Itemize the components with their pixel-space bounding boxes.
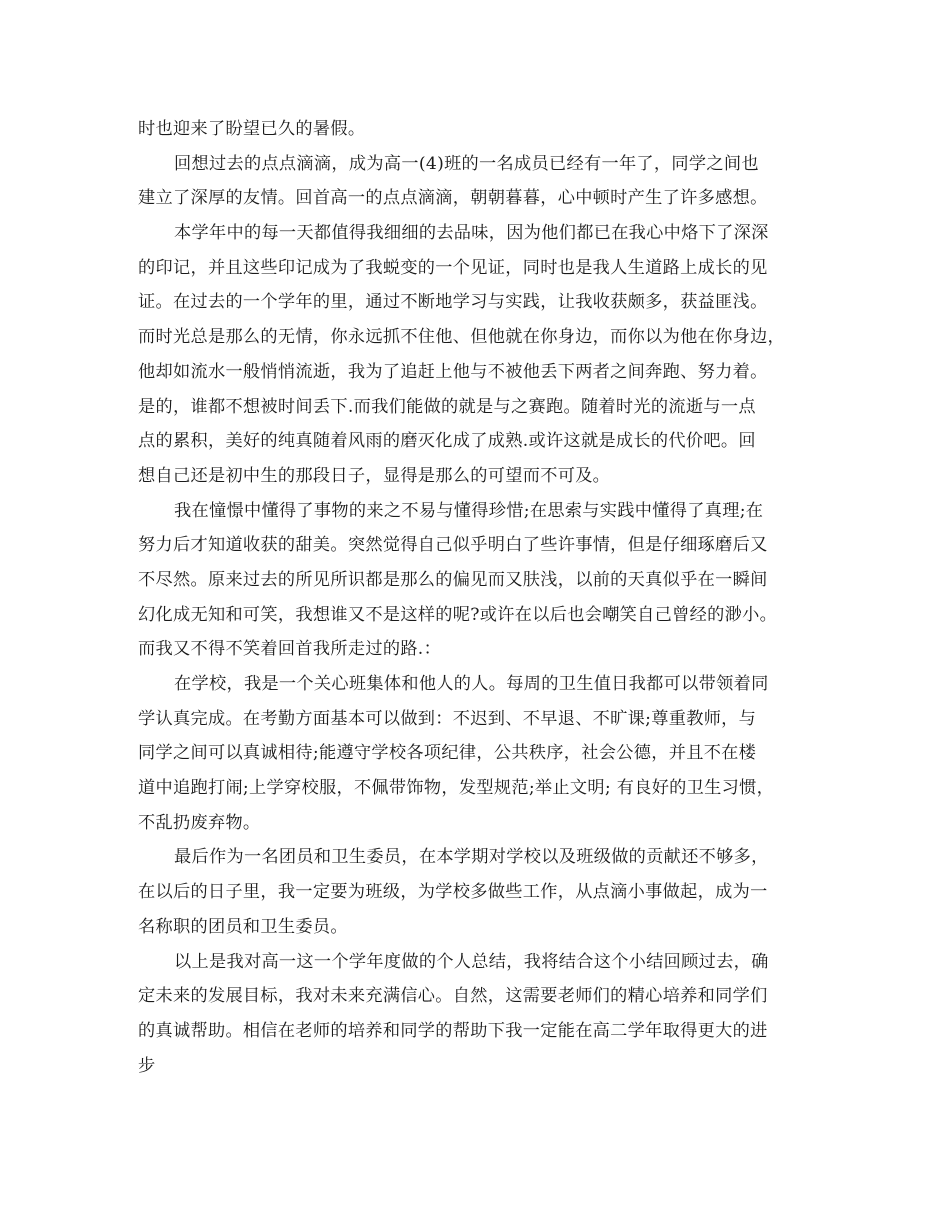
text-line: 不乱扔废弃物。 [138,812,261,833]
text-line: 定未来的发展目标，我对未来充满信心。自然，这需要老师们的精心培养和同学们 [138,986,768,1007]
text-line: 他却如流水一般悄悄流逝，我为了追赶上他与不被他丢下两者之间奔跑、努力着。 [138,361,768,382]
text-line: 而我又不得不笑着回首我所走过的路.： [138,639,442,660]
paragraph-first-line: 最后作为一名团员和卫生委员，在本学期对学校以及班级做的贡献还不够多， [174,847,769,868]
text-line: 点的累积，美好的纯真随着风雨的磨灭化成了成熟.或许这就是成长的代价吧。回 [138,431,756,452]
text-line: 在以后的日子里，我一定要为班级，为学校多做些工作，从点滴小事做起，成为一 [138,882,768,903]
text-line: 步 [138,1055,156,1076]
text-line: 道中追跑打闹;上学穿校服，不佩带饰物，发型规范;举止文明; 有良好的卫生习惯， [138,778,775,799]
text-line: 幻化成无知和可笑，我想谁又不是这样的呢?或许在以后也会嘲笑自己曾经的渺小。 [138,604,778,625]
text-line: 努力后才知道收获的甜美。突然觉得自己似乎明白了些许事情，但是仔细琢磨后又 [138,535,768,556]
document-body [138,112,822,1083]
text-line: 名称职的团员和卫生委员。 [138,916,348,937]
paragraph-first-line: 以上是我对高一这一个学年度做的个人总结，我将结合这个小结回顾过去，确 [174,951,769,972]
text-line: 想自己还是初中生的那段日子，显得是那么的可望而不可及。 [138,465,611,486]
text-line: 建立了深厚的友情。回首高一的点点滴滴，朝朝暮暮，心中顿时产生了许多感想。 [138,188,768,209]
text-line: 是的，谁都不想被时间丢下.而我们能做的就是与之赛跑。随着时光的流逝与一点 [138,396,756,417]
text-line: 的印记，并且这些印记成为了我蜕变的一个见证，同时也是我人生道路上成长的见 [138,257,768,278]
text-line: 的真诚帮助。相信在老师的培养和同学的帮助下我一定能在高二学年取得更大的进 [138,1020,768,1041]
text-line: 而时光总是那么的无情，你永远抓不住他、但他就在你身边，而你以为他在你身边， [138,327,786,348]
text-line: 时也迎来了盼望已久的暑假。 [138,119,366,139]
paragraph-first-line: 在学校，我是一个关心班集体和他人的人。每周的卫生值日我都可以带领着同 [174,674,769,694]
text-line: 证。在过去的一个学年的里，通过不断地学习与实践，让我收获颇多，获益匪浅。 [138,292,768,313]
text-line: 不尽然。原来过去的所见所识都是那么的偏见而又肤浅，以前的天真似乎在一瞬间 [138,569,768,590]
paragraph-first-line: 我在憧憬中懂得了事物的来之不易与懂得珍惜;在思索与实践中懂得了真理;在 [174,500,764,521]
text-line: 同学之间可以真诚相待;能遵守学校各项纪律，公共秩序，社会公德，并且不在楼 [138,743,757,764]
text-line: 学认真完成。在考勤方面基本可以做到：不迟到、不早退、不旷课;尊重教师，与 [138,708,757,729]
paragraph-first-line: 本学年中的每一天都值得我细细的去品味，因为他们都已在我心中烙下了深深 [174,223,769,244]
paragraph-first-line: 回想过去的点点滴滴，成为高一(4)班的一名成员已经有一年了，同学之间也 [174,153,759,174]
